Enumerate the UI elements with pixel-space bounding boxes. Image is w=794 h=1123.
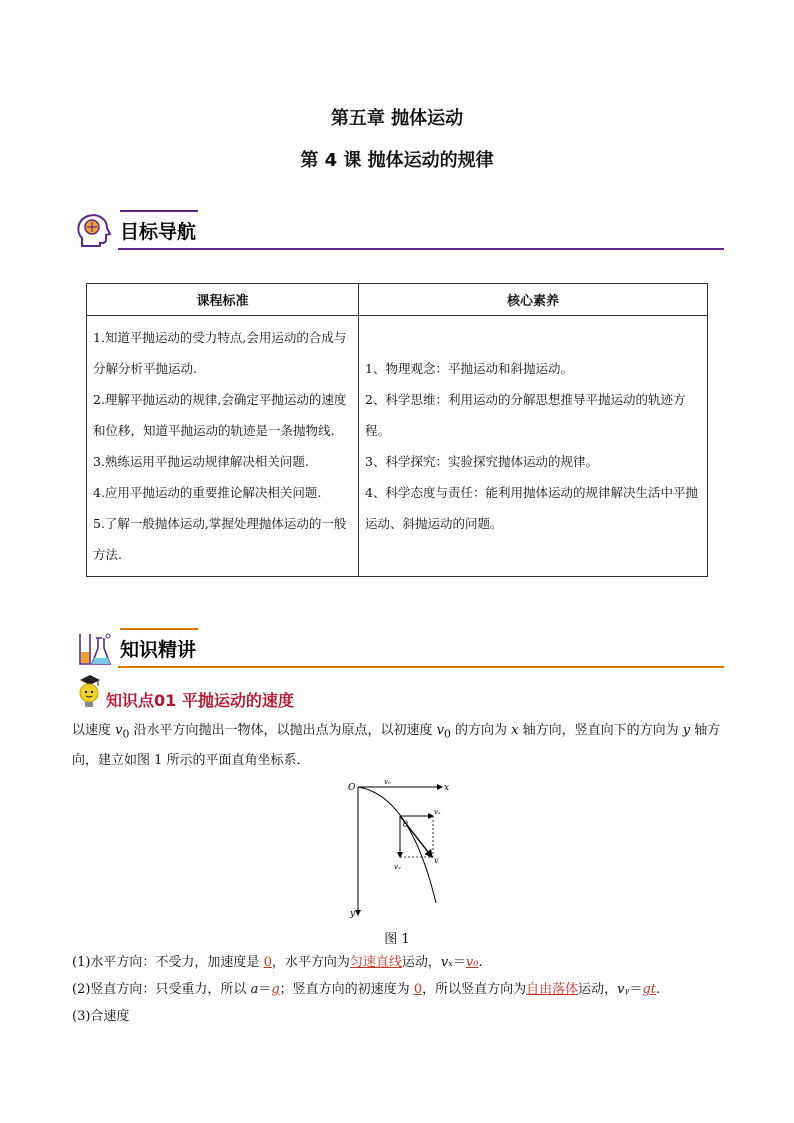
lesson-title: 第 4 课 抛体运动的规律 (300, 150, 494, 171)
intro-text: 沿水平方向抛出一物体，以抛出点为原点，以初速度 (129, 723, 437, 738)
vx-label: vₓ (434, 808, 441, 816)
line-resultant: (3)合速度 (72, 1009, 130, 1024)
text: ，水平方向为 (271, 955, 350, 970)
section-goals-rule (118, 248, 724, 250)
head-brain-icon (74, 212, 114, 250)
intro-text: 轴方向，竖直向下的方向为 (518, 723, 683, 738)
v0-label: v₀ (384, 778, 391, 786)
symbol-vy: vᵧ (617, 982, 630, 997)
intro-text: 轴方向，建立如图 1 所示的平面直角坐标系． (72, 723, 721, 768)
literacy-item: 4、科学态度与责任：能利用抛体运动的规律解决生活中平抛运动、斜抛运动的问题。 (365, 485, 698, 531)
line-vertical (72, 977, 722, 1003)
standards-table (86, 283, 708, 577)
answer-blank: g (271, 982, 280, 997)
symbol-v: v (115, 723, 123, 738)
table-header-standard: 课程标准 (87, 284, 359, 316)
v-label: v (434, 856, 439, 865)
text: ＝ (258, 982, 272, 997)
lightbulb-graduate-icon (74, 672, 106, 710)
knowledge-point-text: 知识点01 平抛运动的速度 (106, 691, 294, 710)
symbol-vx: vₓ (440, 955, 453, 970)
standard-item: 5.了解一般抛体运动,掌握处理抛体运动的一般方法. (93, 516, 347, 562)
answer-blank: gt (642, 982, 656, 997)
x-axis-label: x (444, 783, 450, 793)
origin-label: O (348, 783, 356, 793)
chapter-title: 第五章 抛体运动 (330, 108, 464, 129)
answer-blank: v₀ (465, 955, 479, 970)
intro-text: 的方向为 (450, 723, 512, 738)
text: ＝ (452, 955, 466, 970)
section-knowledge-rule (118, 666, 724, 668)
standard-item: 3.熟练运用平抛运动规律解决相关问题. (93, 454, 309, 469)
standard-item: 2.理解平抛运动的规律,会确定平抛运动的速度和位移，知道平抛运动的轨迹是一条抛物线. (93, 392, 347, 438)
symbol-x: x (511, 723, 519, 738)
text: (2)竖直方向：只受重力，所以 (72, 982, 251, 997)
literacy-item: 1、物理观念：平抛运动和斜抛运动。 (365, 361, 573, 376)
section-top-bar (120, 628, 198, 630)
answer-blank: 自由落体 (526, 982, 579, 997)
symbol-subscript: 0 (444, 727, 451, 741)
section-knowledge-header (74, 628, 724, 668)
theta-label: θ (403, 820, 408, 829)
literacy-cell (359, 316, 708, 577)
section-knowledge-label: 知识精讲 (120, 639, 197, 661)
intro-text: 以速度 (72, 723, 116, 738)
figure-caption: 图 1 (384, 932, 410, 947)
text: . (478, 955, 483, 970)
symbol-a: a (250, 982, 259, 997)
text: 运动， (578, 982, 618, 997)
answer-blank: 0 (413, 982, 423, 997)
symbol-y: y (682, 723, 691, 738)
section-goals-label: 目标导航 (120, 221, 197, 243)
standards-cell (87, 316, 359, 577)
table-header-literacy: 核心素养 (359, 284, 708, 316)
literacy-item: 3、科学探究：实验探究抛体运动的规律。 (365, 454, 598, 469)
trajectory-curve (358, 787, 436, 903)
text: ，所以竖直方向为 (422, 982, 527, 997)
answer-blank: 匀速直线 (349, 955, 402, 970)
text: 运动， (401, 955, 441, 970)
section-goals-header (74, 210, 724, 250)
literacy-item: 2、科学思维：利用运动的分解思想推导平抛运动的轨迹方程。 (365, 392, 686, 438)
answer-blank: 0 (263, 955, 272, 970)
section-top-bar (120, 210, 198, 212)
flask-icon (74, 630, 114, 668)
projectile-figure (340, 775, 455, 920)
symbol-v: v (436, 723, 445, 738)
text: . (655, 982, 661, 997)
text: (1)水平方向：不受力，加速度是 (72, 955, 264, 970)
vy-label: vᵧ (394, 863, 401, 871)
intro-paragraph (72, 718, 722, 774)
line-horizontal (72, 950, 722, 976)
symbol-subscript: 0 (122, 727, 130, 741)
y-axis-label: y (350, 909, 356, 919)
text: ；竖直方向的初速度为 (279, 982, 414, 997)
text: ＝ (629, 982, 643, 997)
standard-item: 4.应用平抛运动的重要推论解决相关问题. (93, 485, 322, 500)
standard-item: 1.知道平抛运动的受力特点,会用运动的合成与分解分析平抛运动. (93, 330, 347, 376)
